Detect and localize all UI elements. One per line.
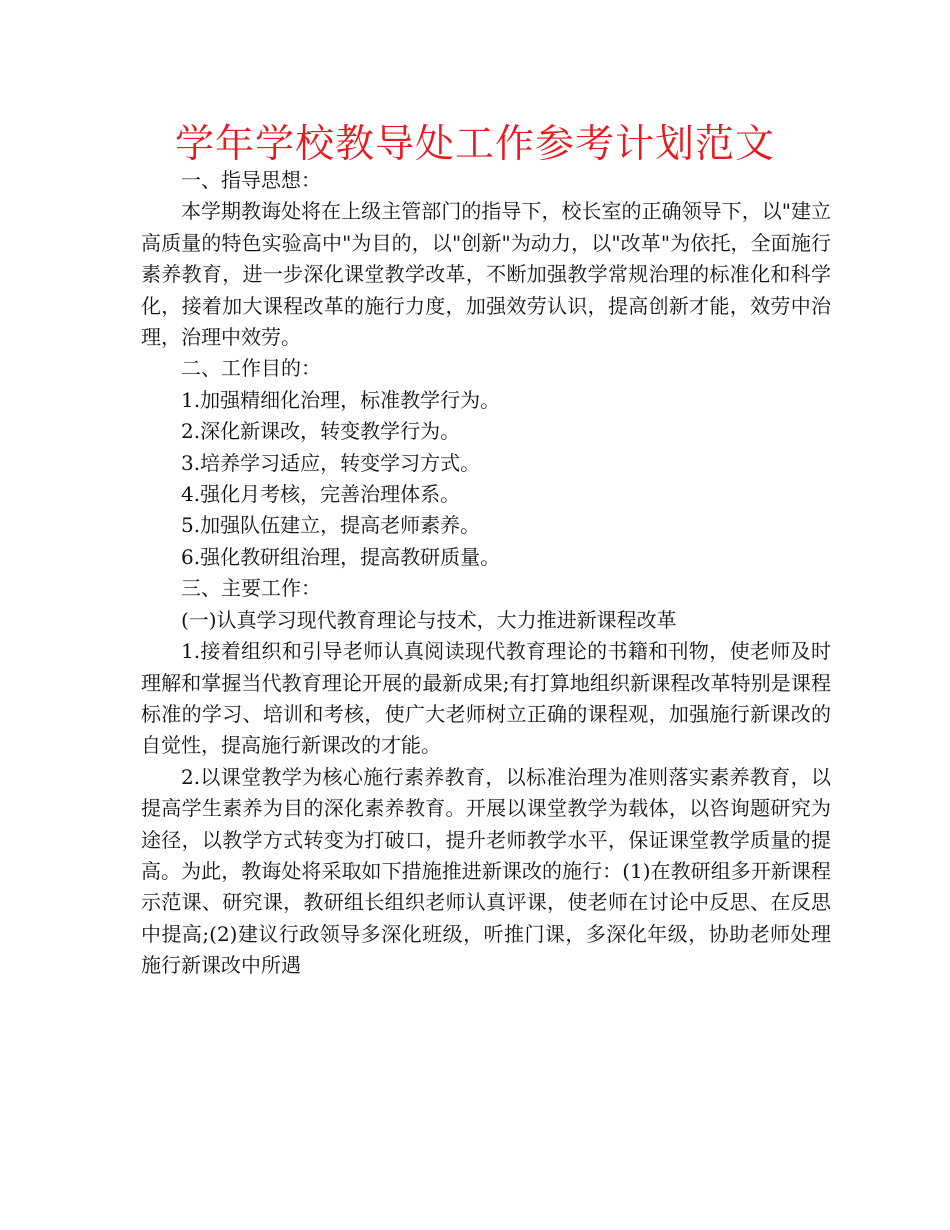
goal-item: 1.加强精细化治理，标准教学行为。 xyxy=(181,387,501,412)
goal-item: 6.强化教研组治理，提高教研质量。 xyxy=(181,544,501,569)
paragraph-guiding-thought: 本学期教诲处将在上级主管部门的指导下，校长室的正确领导下，以"建立高质量的特色实验高中"为目的，以"创新"为动力，以"改革"为依托，全面施行素养教育，进一步深化课堂教学改革，不断加强教学常规治理的标准化和科学化，接着加大课程改革的施行力度，加强效劳认识，提高创新才能，效劳中治理，治理中效劳。 xyxy=(141,199,831,350)
paragraph-item-1: 1.接着组织和引导老师认真阅读现代教育理论的书籍和刊物，使老师及时理解和掌握当代教育理论开展的最新成果;有打算地组织新课程改革特别是课程标准的学习、培训和考核，使广大老师树立正确的课程观，加强施行新课改的自觉性，提高施行新课改的才能。 xyxy=(141,639,831,758)
document-title: 学年学校教导处工作参考计划范文 xyxy=(174,122,775,167)
heading-work-goals: 二、工作目的： xyxy=(181,356,321,381)
goal-item: 5.加强队伍建立，提高老师素养。 xyxy=(181,513,481,538)
goal-item: 2.深化新课改，转变教学行为。 xyxy=(181,419,461,444)
subheading-curriculum-reform: (一)认真学习现代教育理论与技术，大力推进新课程改革 xyxy=(181,607,677,632)
document-body xyxy=(141,165,831,982)
goal-item: 3.培养学习适应，转变学习方式。 xyxy=(181,450,481,475)
goal-item: 4.强化月考核，完善治理体系。 xyxy=(181,482,461,507)
heading-main-work: 三、主要工作： xyxy=(181,576,321,601)
paragraph-item-2: 2.以课堂教学为核心施行素养教育，以标准治理为准则落实素养教育，以提高学生素养为目的深化素养教育。开展以课堂教学为载体，以咨询题研究为途径，以教学方式转变为打破口，提升老师教学水平，保证课堂教学质量的提高。为此，教诲处将采取如下措施推进新课改的施行：(1)在教研组多开新课程示范课、研究课，教研组长组织老师认真评课，使老师在讨论中反思、在反思中提高;(2)建议行政领导多深化班级，听推门课，多深化年级，协助老师处理施行新课改中所遇 xyxy=(141,764,831,978)
heading-guiding-thought: 一、指导思想： xyxy=(181,168,321,192)
